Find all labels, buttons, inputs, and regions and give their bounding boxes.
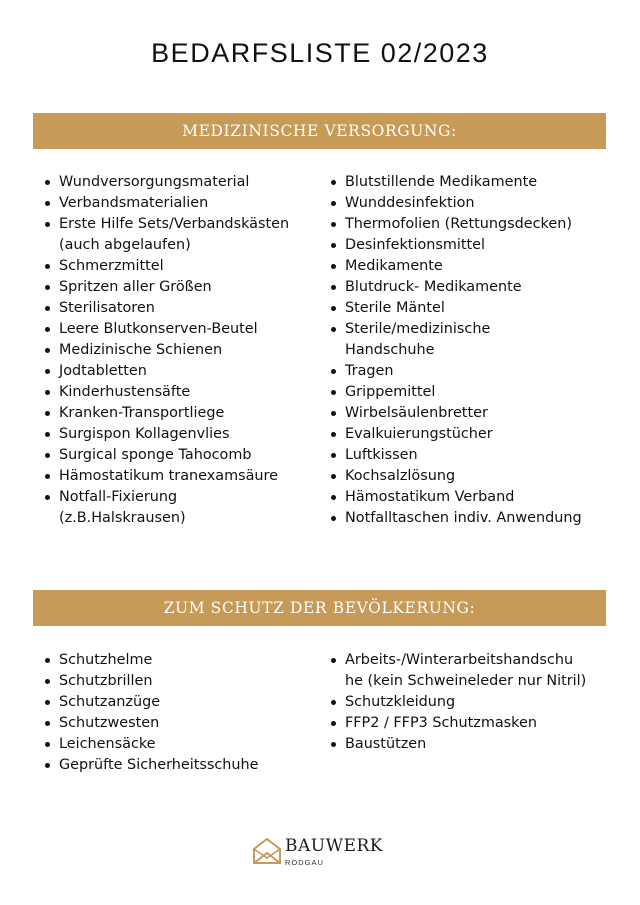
list-item: Schutzkleidung (331, 692, 586, 713)
medical-list-right (331, 172, 582, 529)
bauwerk-logo (252, 836, 392, 872)
list-item: Wundversorgungsmaterial (45, 172, 289, 193)
list-item: Medizinische Schienen (45, 340, 289, 361)
list-item: Sterilisatoren (45, 298, 289, 319)
list-item: Surgical sponge Tahocomb (45, 445, 289, 466)
protection-list-right (331, 650, 586, 755)
list-item: Tragen (331, 361, 582, 382)
list-item: Schutzbrillen (45, 671, 258, 692)
list-item: Desinfektionsmittel (331, 235, 582, 256)
logo-name: BAUWERK (285, 836, 383, 856)
list-item: Spritzen aller Größen (45, 277, 289, 298)
list-item: Blutdruck- Medikamente (331, 277, 582, 298)
list-item: Leichensäcke (45, 734, 258, 755)
list-item: Wirbelsäulenbretter (331, 403, 582, 424)
list-item: Luftkissen (331, 445, 582, 466)
list-item: Notfall-Fixierung (45, 487, 289, 508)
list-item: Leere Blutkonserven-Beutel (45, 319, 289, 340)
list-item: Evalkuierungstücher (331, 424, 582, 445)
list-item: Medikamente (331, 256, 582, 277)
list-item: Schutzwesten (45, 713, 258, 734)
list-item: Geprüfte Sicherheitsschuhe (45, 755, 258, 776)
list-item-continuation: Handschuhe (345, 342, 435, 358)
list-item: Erste Hilfe Sets/Verbandskästen (45, 214, 289, 235)
list-item: Sterile Mäntel (331, 298, 582, 319)
list-item: Kranken-Transportliege (45, 403, 289, 424)
list-item: FFP2 / FFP3 Schutzmasken (331, 713, 586, 734)
list-item: Grippemittel (331, 382, 582, 403)
list-item: Baustützen (331, 734, 586, 755)
section-heading-medical: MEDIZINISCHE VERSORGUNG: (33, 113, 606, 149)
list-item: Schmerzmittel (45, 256, 289, 277)
list-item: Blutstillende Medikamente (331, 172, 582, 193)
list-item: Kinderhustensäfte (45, 382, 289, 403)
list-item: Hämostatikum tranexamsäure (45, 466, 289, 487)
medical-list-left (45, 172, 289, 529)
list-item: Thermofolien (Rettungsdecken) (331, 214, 582, 235)
list-item: Wunddesinfektion (331, 193, 582, 214)
list-item: Sterile/medizinische (331, 319, 582, 340)
logo-subtitle: RODGAU (285, 858, 324, 867)
protection-list-left (45, 650, 258, 776)
list-item-continuation: (z.B.Halskrausen) (59, 510, 186, 526)
list-item: Hämostatikum Verband (331, 487, 582, 508)
list-item: Schutzhelme (45, 650, 258, 671)
list-item-continuation: (auch abgelaufen) (59, 237, 191, 253)
list-item: Arbeits-/Winterarbeitshandschu (331, 650, 586, 671)
list-item: Surgispon Kollagenvlies (45, 424, 289, 445)
list-item: Schutzanzüge (45, 692, 258, 713)
section-heading-protection: ZUM SCHUTZ DER BEVÖLKERUNG: (33, 590, 606, 626)
list-item: Verbandsmaterialien (45, 193, 289, 214)
house-logo-icon (252, 836, 282, 866)
page-title: BEDARFSLISTE 02/2023 (151, 38, 489, 68)
list-item-continuation: he (kein Schweineleder nur Nitril) (345, 673, 587, 689)
list-item: Notfalltaschen indiv. Anwendung (331, 508, 582, 529)
list-item: Kochsalzlösung (331, 466, 582, 487)
list-item: Jodtabletten (45, 361, 289, 382)
